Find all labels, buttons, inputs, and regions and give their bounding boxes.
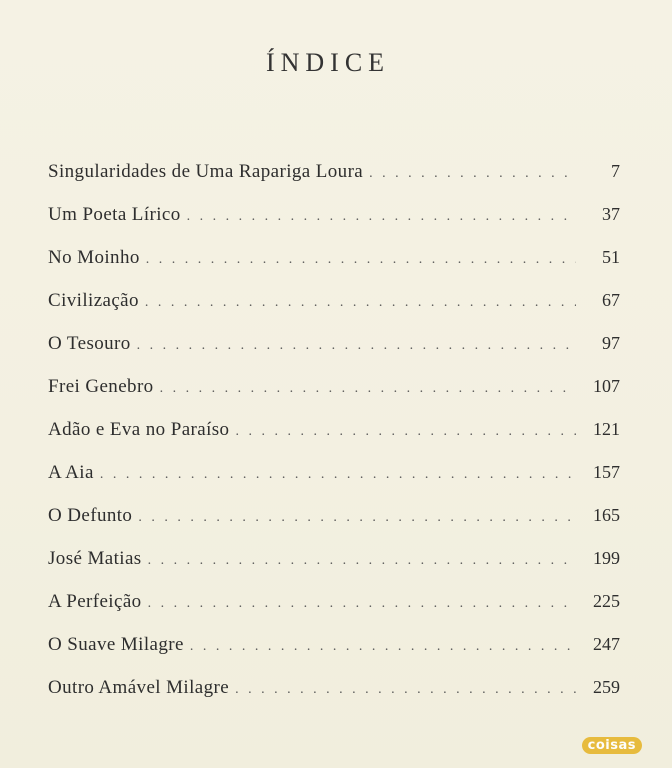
toc-entry-title: A Aia — [48, 461, 94, 483]
page-title: ÍNDICE — [265, 48, 391, 77]
toc-entry-title: O Tesouro — [48, 332, 131, 354]
toc-entry — [48, 451, 620, 494]
toc-entry-page: 37 — [602, 204, 620, 224]
dot-leader — [369, 166, 576, 182]
toc-entry — [48, 580, 620, 623]
toc-entry-title: O Defunto — [48, 504, 133, 526]
dot-leader — [138, 510, 576, 526]
watermark-logo: coisas — [582, 737, 642, 754]
toc-entry-title: Outro Amável Milagre — [48, 676, 230, 698]
toc-entry — [48, 494, 620, 537]
dot-leader — [190, 639, 576, 655]
toc-entry — [48, 150, 620, 193]
dot-leader — [145, 295, 576, 311]
dot-leader — [148, 553, 576, 569]
dot-leader — [235, 424, 576, 440]
dot-leader — [187, 209, 576, 225]
toc-entry-title: José Matias — [48, 547, 142, 569]
toc-entry-page: 199 — [593, 548, 620, 568]
toc-entry — [48, 623, 620, 666]
dot-leader — [160, 381, 576, 397]
toc-entry-title: A Perfeição — [48, 590, 142, 612]
toc-entry — [48, 666, 620, 709]
toc-entry-title: Adão e Eva no Paraíso — [48, 418, 230, 440]
dot-leader — [148, 596, 576, 612]
toc-entry-page: 97 — [602, 333, 620, 353]
dot-leader — [235, 682, 576, 698]
toc-entry-title: No Moinho — [48, 246, 140, 268]
toc-entry-page: 225 — [593, 591, 620, 611]
toc-entry-title: O Suave Milagre — [48, 633, 184, 655]
dot-leader — [146, 252, 576, 268]
toc-entry-page: 157 — [593, 462, 620, 482]
toc-entry — [48, 537, 620, 580]
toc-entry — [48, 236, 620, 279]
toc-entry — [48, 279, 620, 322]
toc-entry-page: 259 — [593, 677, 620, 697]
toc-entry-page: 121 — [593, 419, 620, 439]
toc-entry — [48, 408, 620, 451]
toc-entry-title: Frei Genebro — [48, 375, 154, 397]
toc-entry-page: 165 — [593, 505, 620, 525]
toc-entry — [48, 365, 620, 408]
dot-leader — [100, 467, 576, 483]
toc-entry — [48, 193, 620, 236]
toc-entry-title: Civilização — [48, 289, 139, 311]
toc-entry-page: 247 — [593, 634, 620, 654]
toc-entry-title: Singularidades de Uma Rapariga Loura — [48, 160, 364, 182]
toc-entry-page: 51 — [602, 247, 620, 267]
toc-entry-page: 107 — [593, 376, 620, 396]
table-of-contents — [48, 150, 620, 709]
toc-entry — [48, 322, 620, 365]
toc-entry-title: Um Poeta Lírico — [48, 203, 181, 225]
dot-leader — [137, 338, 576, 354]
toc-entry-page: 67 — [602, 290, 620, 310]
toc-entry-page: 7 — [611, 161, 620, 181]
